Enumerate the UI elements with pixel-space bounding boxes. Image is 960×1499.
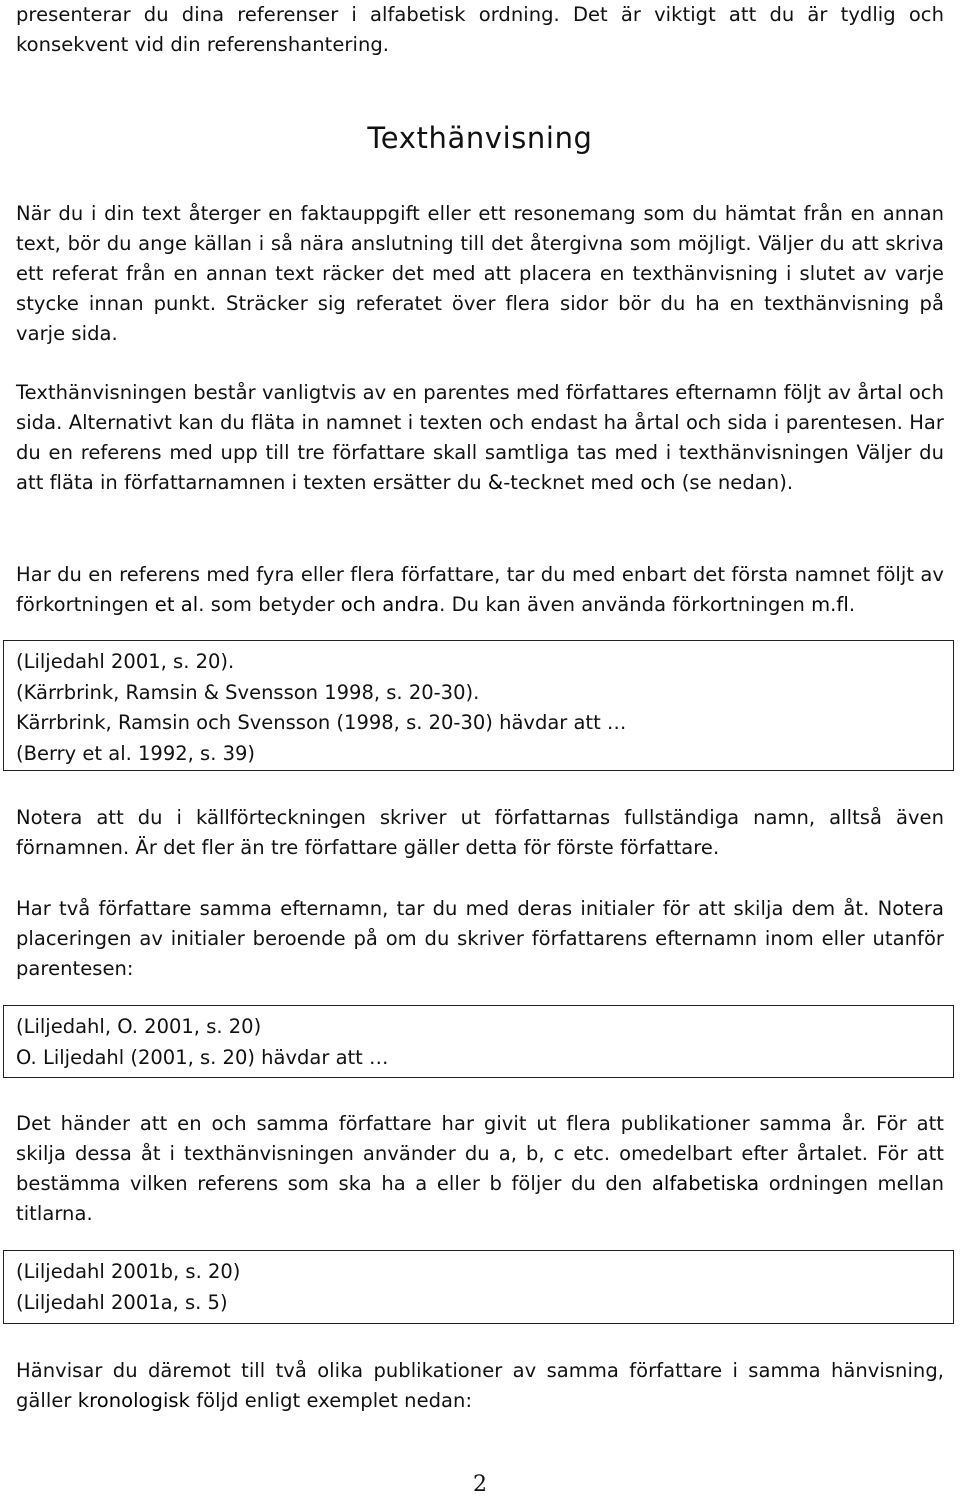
example-line: O. Liljedahl (2001, s. 20) hävdar att … bbox=[16, 1045, 389, 1069]
example-line: (Liljedahl 2001, s. 20). bbox=[16, 650, 235, 673]
paragraph-4: Notera att du i källförteckningen skriver ut författarnas fullständiga namn, alltså även förnamnen. Är det fler än tre författare gäller detta för förste författare. bbox=[16, 806, 944, 859]
mfl-term: m.fl bbox=[811, 593, 849, 616]
citation-example-box-1 bbox=[3, 640, 954, 771]
paragraph-7 bbox=[16, 1356, 944, 1416]
example-line: Kärrbrink, Ramsin och Svensson (1998, s. 20-30) hävdar att … bbox=[16, 711, 627, 734]
paragraph-3-text-c: . Du kan även använda förkortningen bbox=[439, 593, 812, 616]
paragraph-3-text-a: Har du en referens med fyra eller flera författare, tar du med enbart det första namnet följt av förkortningen bbox=[16, 563, 944, 616]
paragraph-7-text-a: Hänvisar du däremot till två olika publikationer av samma författare i samma hänvisning, gäller bbox=[16, 1359, 944, 1412]
page-number: 2 bbox=[473, 1472, 487, 1497]
citation-example-box-3 bbox=[3, 1250, 954, 1324]
paragraph-2-text-c: (se nedan). bbox=[675, 471, 794, 494]
paragraph-2 bbox=[16, 378, 944, 498]
paragraph-6-text-b: ordningen mellan titlarna. bbox=[16, 1172, 944, 1225]
intro-paragraph: presenterar du dina referenser i alfabetisk ordning. Det är viktigt att du är tydlig och konsekvent vid din referenshantering. bbox=[16, 3, 944, 56]
paragraph-7-text-b: följd enligt exemplet nedan: bbox=[189, 1389, 473, 1412]
paragraph-5: Har två författare samma efternamn, tar du med deras initialer för att skilja dem åt. Notera placeringen av initialer beroende på om du skriver författarens efternamn inom eller utanför parentesen: bbox=[16, 897, 944, 980]
paragraph-2-text-a: Texthänvisningen består vanligtvis av en parentes med författares efternamn följt av årtal och sida. Alternativt kan du fläta in namnet i texten och endast ha årtal och sida i parentesen. Har du en referens med upp till tre författare skall samtliga tas med i texthänvisningen Väljer du att fläta in författarnamnen i texten ersätter du bbox=[16, 381, 944, 494]
paragraph-1: När du i din text återger en faktauppgift eller ett resonemang som du hämtat från en annan text, bör du ange källan i så nära anslutning till det återgivna som möjligt. Väljer du att skriva ett referat från en annan text räcker det med att placera en texthänvisning i slutet av varje stycke innan punkt. Sträcker sig referatet över flera sidor bör du ha en texthänvisning på varje sida. bbox=[16, 202, 944, 345]
example-line: (Berry et al. 1992, s. 39) bbox=[16, 741, 256, 765]
alfabetiska-term: alfabetiska bbox=[651, 1172, 760, 1195]
paragraph-3-text-d: . bbox=[848, 593, 856, 616]
example-line: (Liljedahl 2001a, s. 5) bbox=[16, 1290, 228, 1314]
example-line: (Liljedahl, O. 2001, s. 20) bbox=[16, 1015, 262, 1038]
paragraph-6 bbox=[16, 1109, 944, 1229]
paragraph-6-text-a: Det händer att en och samma författare har givit ut flera publikationer samma år. För att skilja dessa åt i texthänvisningen använder du a, b, c etc. omedelbart efter årtalet. För att bestämma vilken referens som ska ha a eller b följer du den bbox=[16, 1112, 944, 1195]
section-heading: Texthänvisning bbox=[367, 121, 593, 155]
example-line: (Kärrbrink, Ramsin & Svensson 1998, s. 20-30). bbox=[16, 680, 480, 704]
och-term: och bbox=[640, 471, 676, 494]
paragraph-3 bbox=[16, 560, 944, 620]
paragraph-3-text-b: . som betyder bbox=[198, 593, 341, 616]
example-line: (Liljedahl 2001b, s. 20) bbox=[16, 1260, 241, 1283]
paragraph-2-text-b: -tecknet med bbox=[503, 471, 641, 494]
ampersand-term: & bbox=[487, 471, 504, 494]
citation-example-box-2 bbox=[3, 1005, 954, 1078]
kronologisk-term: kronologisk bbox=[77, 1389, 190, 1412]
och-andra-term: och andra bbox=[340, 593, 440, 616]
et-al-term: et al bbox=[154, 593, 199, 616]
